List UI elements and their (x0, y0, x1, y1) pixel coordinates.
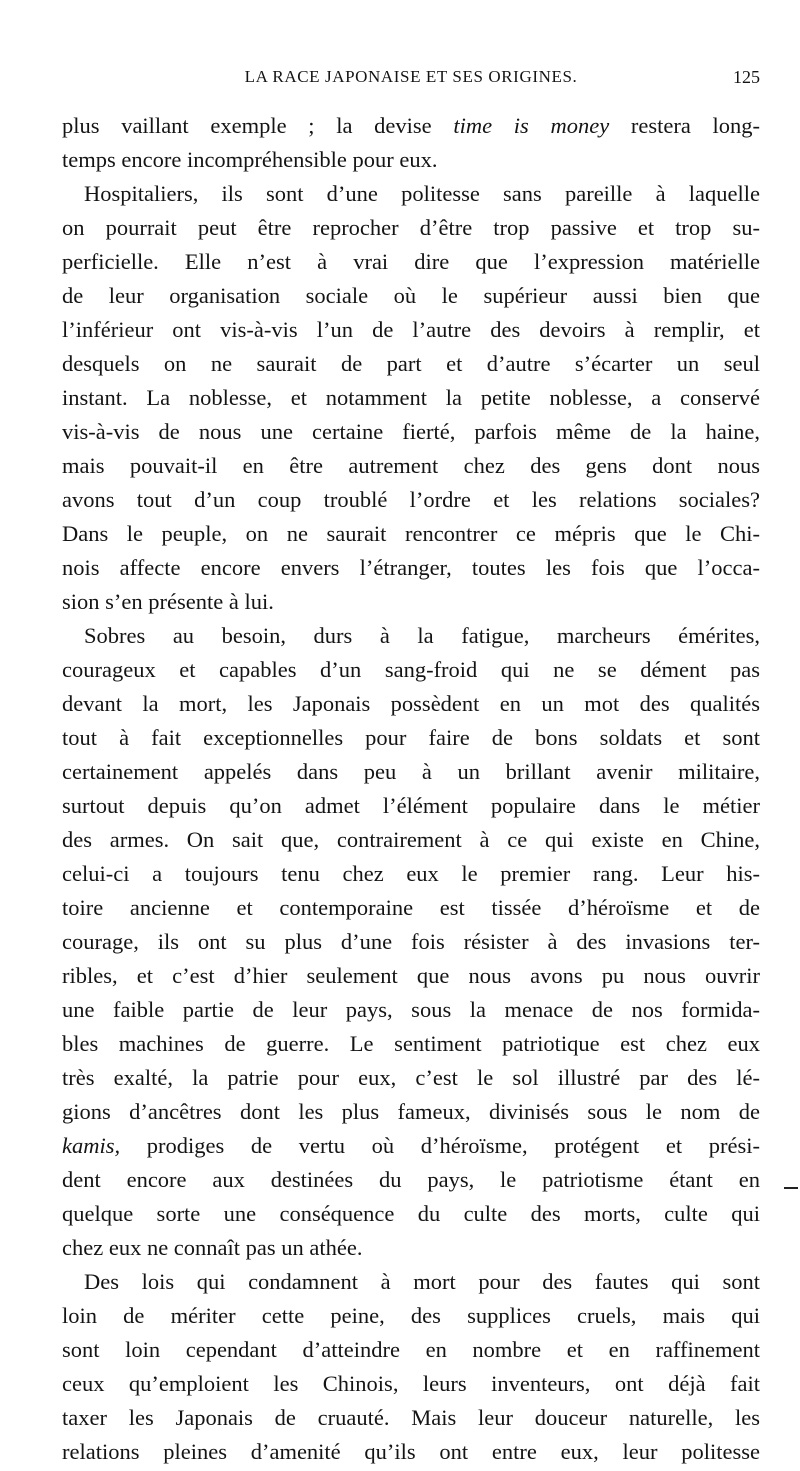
text-line: courageux et capables d’un sang-froid qui ne se dément pas (62, 657, 760, 682)
margin-mark (784, 1187, 798, 1189)
text-line: gions d’ancêtres dont les plus fameux, divinisés sous le nom de (62, 1099, 760, 1124)
text-line: temps encore incompréhensible pour eux. (62, 147, 438, 172)
text-line: tout à fait exceptionnelles pour faire de bons soldats et sont (62, 725, 760, 750)
text-line: bles machines de guerre. Le sentiment patriotique est chez eux (62, 1031, 760, 1056)
text-line: ribles, et c’est d’hier seulement que nous avons pu nous ouvrir (62, 963, 760, 988)
running-head (62, 62, 760, 92)
text-line: nois affecte encore envers l’étranger, toutes les fois que l’occa- (62, 555, 760, 580)
text-line: avons tout d’un coup troublé l’ordre et les relations sociales? (62, 487, 760, 512)
text-line: de leur organisation sociale où le supérieur aussi bien que (62, 283, 760, 308)
text-line: quelque sorte une conséquence du culte des morts, culte qui (62, 1201, 760, 1226)
text-line: loin de mériter cette peine, des supplices cruels, mais qui (62, 1303, 760, 1328)
text-line: courage, ils ont su plus d’une fois résister à des invasions ter- (62, 929, 760, 954)
text-line: sion s’en présente à lui. (62, 589, 274, 614)
text-segment: plus vaillant exemple ; la devise (62, 113, 432, 138)
text-line: une faible partie de leur pays, sous la menace de nos formida- (62, 997, 760, 1022)
text-segment: prodiges de vertu où d’héroïsme, protégent et prési- (146, 1133, 760, 1158)
paragraph-first-line: Des lois qui condamnent à mort pour des fautes qui sont (84, 1269, 760, 1294)
text-line: celui-ci a toujours tenu chez eux le premier rang. Leur his- (62, 861, 760, 886)
text-line: ceux qu’emploient les Chinois, leurs inventeurs, ont déjà fait (62, 1371, 760, 1396)
running-title: LA RACE JAPONAISE ET SES ORIGINES. (244, 67, 578, 86)
text-line: on pourrait peut être reprocher d’être trop passive et trop su- (62, 215, 760, 240)
text-line: dent encore aux destinées du pays, le patriotisme étant en (62, 1167, 760, 1192)
text-line: sont loin cependant d’atteindre en nombre et en raffinement (62, 1337, 760, 1362)
body-text (62, 109, 760, 1469)
text-line: toire ancienne et contemporaine est tissée d’héroïsme et de (62, 895, 760, 920)
text-line: chez eux ne connaît pas un athée. (62, 1235, 363, 1260)
text-line: instant. La noblesse, et notamment la petite noblesse, a conservé (62, 385, 760, 410)
text-line (62, 109, 760, 143)
text-line: l’inférieur ont vis-à-vis l’un de l’autre des devoirs à remplir, et (62, 317, 760, 342)
text-line: taxer les Japonais de cruauté. Mais leur douceur naturelle, les (62, 1405, 760, 1430)
paragraph-first-line: Hospitaliers, ils sont d’une politesse sans pareille à laquelle (84, 181, 760, 206)
text-line: mais pouvait-il en être autrement chez des gens dont nous (62, 453, 760, 478)
text-line (62, 1129, 760, 1163)
text-segment: restera long- (630, 113, 760, 138)
paragraph-first-line: Sobres au besoin, durs à la fatigue, marcheurs émérites, (84, 623, 760, 648)
text-line: perficielle. Elle n’est à vrai dire que l’expression matérielle (62, 249, 760, 274)
text-line: devant la mort, les Japonais possèdent en un mot des qualités (62, 691, 760, 716)
text-line: relations pleines d’amenité qu’ils ont entre eux, leur politesse (62, 1439, 760, 1464)
italic-phrase: time is money (453, 113, 610, 138)
text-line: vis-à-vis de nous une certaine fierté, parfois même de la haine, (62, 419, 760, 444)
page-number: 125 (733, 67, 760, 87)
text-line: Dans le peuple, on ne saurait rencontrer ce mépris que le Chi- (62, 521, 760, 546)
text-line: desquels on ne saurait de part et d’autre s’écarter un seul (62, 351, 760, 376)
text-line: très exalté, la patrie pour eux, c’est le sol illustré par des lé- (62, 1065, 760, 1090)
italic-word: kamis, (62, 1133, 121, 1158)
text-line: certainement appelés dans peu à un brillant avenir militaire, (62, 759, 760, 784)
text-line: surtout depuis qu’on admet l’élément populaire dans le métier (62, 793, 760, 818)
text-line: des armes. On sait que, contrairement à ce qui existe en Chine, (62, 827, 760, 852)
